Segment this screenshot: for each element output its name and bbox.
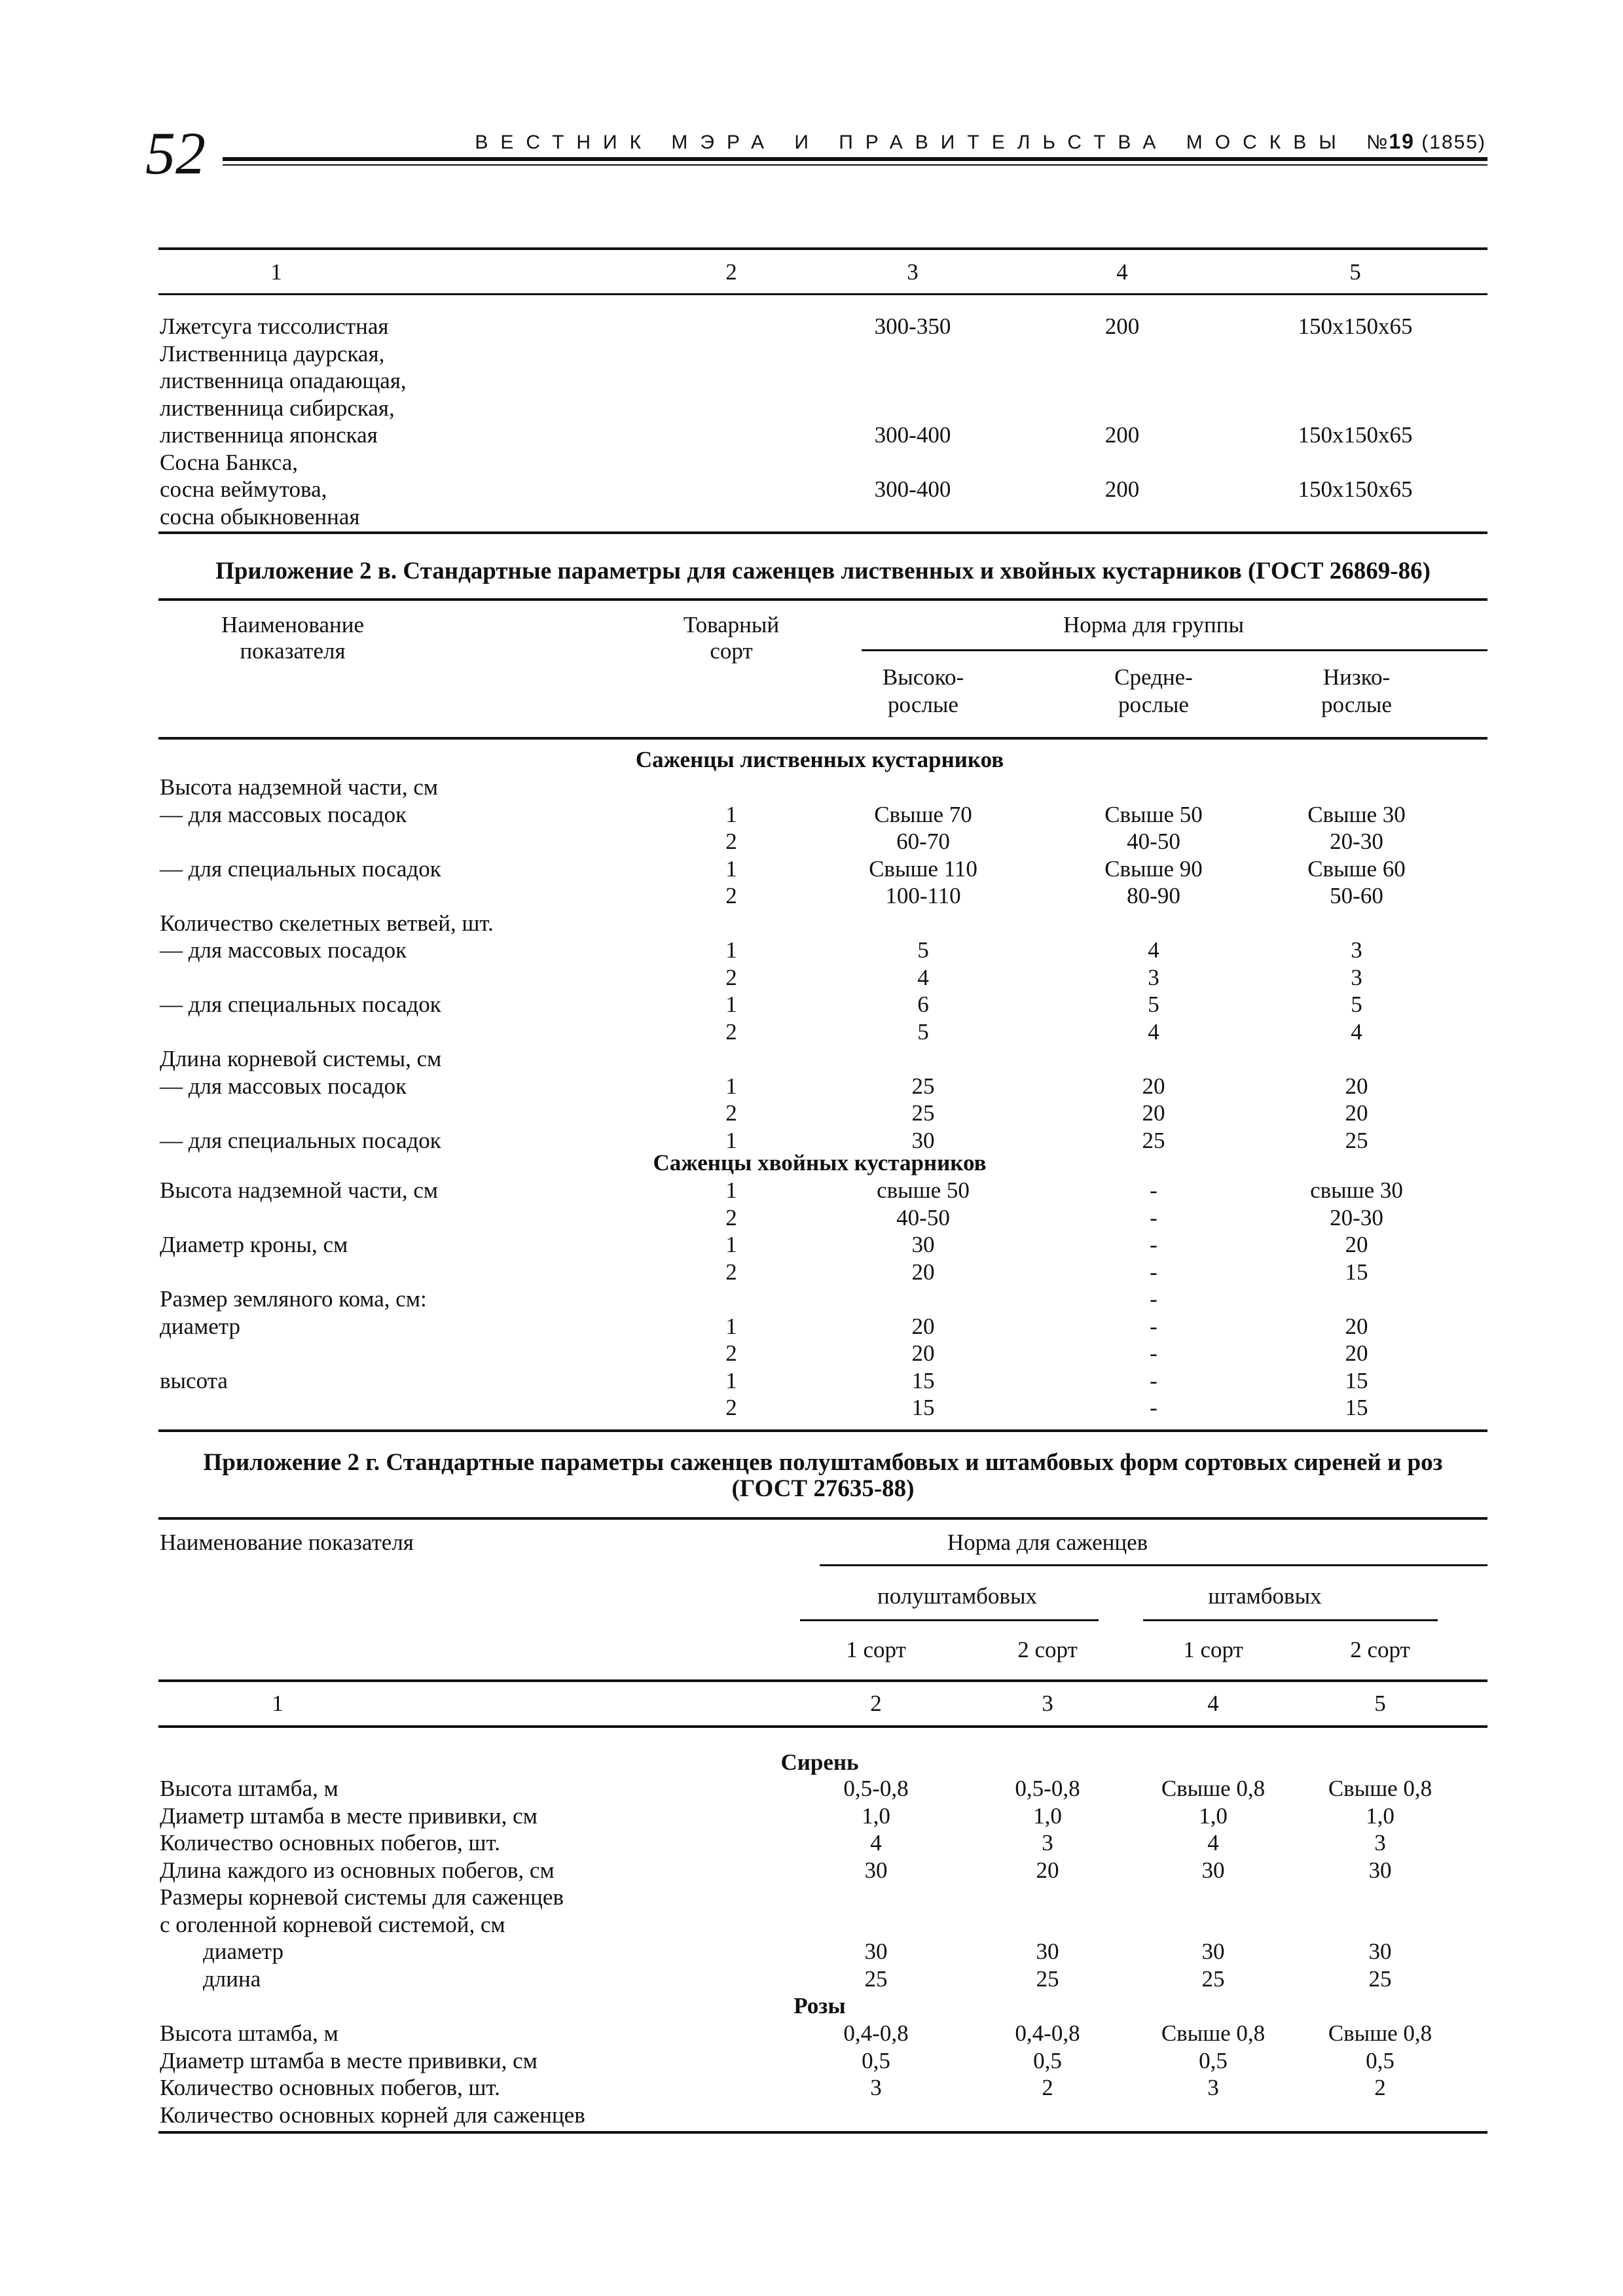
table1-row2-name-l2: лиственница опадающая, [160,368,407,393]
table2-row-grade: 2 [725,1019,737,1045]
table2-head-norm: Норма для группы [1063,612,1244,637]
table3-row-label: Высота штамба, м [160,2020,338,2046]
table3-row-value: 30 [864,1857,888,1883]
table2-row-low: 20 [1345,1232,1368,1257]
table2-section-conifer: Саженцы хвойных кустарников [653,1150,987,1175]
table2-row-low: 20 [1345,1100,1368,1126]
table2-row-grade: 1 [725,937,737,963]
table2-row-high: 25 [911,1100,935,1126]
table2-row-mid: 4 [1148,1019,1159,1045]
table3-row-value: 3 [1207,2075,1219,2100]
table2-row-low: 20-30 [1330,829,1383,854]
table2-row-mid: 80-90 [1127,883,1180,908]
table2-row-low: 20 [1345,1340,1368,1366]
table2-row-high: 4 [917,965,929,990]
table1-colnum-1: 1 [270,259,282,285]
table2-row-low: Свыше 60 [1307,856,1406,882]
table2-row-mid: 5 [1148,992,1159,1017]
table3-row-value: 30 [1201,1857,1225,1883]
table3-top-rule [158,1517,1487,1520]
table3-half-rule [800,1619,1099,1621]
table3-row-value: 3 [870,2075,882,2100]
table3-colnum-5: 5 [1374,1691,1386,1716]
table1-row2-name-l4: лиственница японская [160,422,378,448]
header-rule-thick [223,157,1487,161]
table3-row-value: Свыше 0,8 [1161,1776,1266,1801]
table2-row-mid: Свыше 90 [1104,856,1203,882]
table2-row-high: 30 [911,1128,935,1153]
table3-row-value: 3 [1374,1830,1386,1856]
table2-row-grade: 1 [725,1073,737,1099]
table3-colnum-1: 1 [272,1691,283,1716]
issue-label: №19 (1855) [1366,130,1486,153]
table2-row-label: Диаметр кроны, см [160,1232,348,1257]
table2-section-deciduous: Саженцы лиственных кустарников [635,747,1004,772]
table3-row-value: 3 [1042,1830,1053,1856]
table2-row-high: 100-110 [885,883,961,908]
table3-row-label: Количество основных корней для саженцев [160,2102,585,2128]
table3-row-label: Количество основных побегов, шт. [160,2075,500,2100]
table3-head-full: штамбовых [1208,1583,1322,1609]
table2-row-high: Свыше 70 [874,802,972,827]
table2-row-label: — для массовых посадок [160,802,407,827]
table2-row-mid: - [1150,1205,1158,1230]
table2-row-mid: Свыше 50 [1104,802,1203,827]
table3-row-value: 1,0 [1366,1803,1395,1829]
table3-row-label: Количество основных побегов, шт. [160,1830,500,1856]
table2-row-low: 4 [1351,1019,1362,1045]
table2-row-label: — для специальных посадок [160,1128,441,1153]
table2-row-mid: - [1150,1395,1158,1420]
table3-norm-rule [820,1564,1487,1566]
table2-row-mid: - [1150,1286,1158,1312]
table3-row-value: 25 [1036,1966,1059,1992]
table3-row-value: 0,5 [1033,2048,1062,2073]
table2-bottom-rule [158,1429,1487,1432]
table2-row-grade: 2 [725,883,737,908]
table1-bottom-rule [158,531,1487,534]
table3-row-value: 4 [1207,1830,1219,1856]
table3-row-value: 25 [864,1966,888,1992]
table3-head-g1b: 1 сорт [1183,1637,1243,1662]
table2-caption: Приложение 2 в. Стандартные параметры для саженцев лиственных и хвойных кустарников (ГОСТ 26869-86) [215,558,1431,584]
table1-row2-c5: 150x150x65 [1298,422,1413,448]
table3-head-g2a: 2 сорт [1017,1637,1078,1662]
table1-row2-c3: 300-400 [874,422,951,448]
table3-row-value: 4 [870,1830,882,1856]
table3-row-value: 1,0 [862,1803,890,1829]
table3-bottom-rule [158,2131,1487,2134]
issue-number: 19 [1389,130,1415,153]
table2-row-grade: 1 [725,802,737,827]
table3-row-value: 0,5-0,8 [843,1776,909,1801]
table2-row-grade: 2 [725,965,737,990]
table1-row3-name-l2: сосна веймутова, [160,476,327,502]
table2-row-high: 6 [917,992,929,1017]
table1-colnum-4: 4 [1116,259,1128,285]
table3-row-value: 0,5 [1366,2048,1395,2073]
running-header [432,130,1486,154]
table2-row-label: — для массовых посадок [160,937,407,963]
table3-head-g2b: 2 сорт [1350,1637,1410,1662]
table2-row-mid: - [1150,1177,1158,1203]
table3-colnum-2: 2 [870,1691,882,1716]
page-number: 52 [145,120,206,187]
table3-row-label: Длина каждого из основных побегов, см [160,1857,555,1883]
table1-row3-name-l3: сосна обыкновенная [160,504,360,529]
table2-row-label: диаметр [160,1314,240,1339]
table2-row-high: 20 [911,1340,935,1366]
table2-row-high: свыше 50 [877,1177,970,1203]
table2-head-mid-l1: Средне- [1114,664,1193,690]
table2-row-label: Количество скелетных ветвей, шт. [160,910,494,936]
table1-row2-name-l1: Лиственница даурская, [160,341,385,367]
table2-row-low: свыше 30 [1310,1177,1403,1203]
table2-head-low-l1: Низко- [1322,664,1391,690]
table2-row-mid: - [1150,1340,1158,1366]
table1-row3-c5: 150x150x65 [1298,476,1413,502]
table2-row-label: — для специальных посадок [160,992,441,1017]
table2-head-name-l1: Наименование [221,612,365,637]
table2-row-high: 20 [911,1314,935,1339]
table3-row-value: 0,5-0,8 [1015,1776,1080,1801]
table2-row-grade: 2 [725,1340,737,1366]
table2-row-high: 15 [911,1368,935,1393]
table2-row-mid: - [1150,1232,1158,1257]
table2-row-mid: - [1150,1259,1158,1285]
table2-row-grade: 1 [725,856,737,882]
header-rule-thin [223,164,1487,166]
table2-row-grade: 2 [725,1395,737,1420]
table2-row-low: 25 [1345,1128,1368,1153]
table2-row-high: 15 [911,1395,935,1420]
table3-colnum-4: 4 [1207,1691,1219,1716]
table2-row-grade: 1 [725,1177,737,1203]
table3-row-label: Размеры корневой системы для саженцев [160,1884,564,1910]
table2-head-high-l2: рослые [888,692,958,717]
table3-head-name: Наименование показателя [160,1530,414,1555]
table3-caption-l1: Приложение 2 г. Стандартные параметры саженцев полуштамбовых и штамбовых форм сортовых сиреней и роз [203,1449,1443,1476]
table3-row-label: Диаметр штамба в месте прививки, см [160,1803,538,1829]
table2-row-low: 5 [1351,992,1362,1017]
table2-head-grade-l2: сорт [710,638,753,664]
table3-row-value: 30 [1201,1939,1225,1964]
table2-norm-rule [862,649,1487,651]
table3-full-rule [1143,1619,1438,1621]
publication-title: ВЕСТНИК МЭРА И ПРАВИТЕЛЬСТВА МОСКВЫ [475,132,1349,153]
table1-top-rule [158,247,1487,250]
table2-row-high: Свыше 110 [869,856,977,882]
table2-row-mid: 4 [1148,937,1159,963]
table1-header-rule [158,293,1487,295]
table2-row-grade: 2 [725,1100,737,1126]
table2-row-mid: - [1150,1314,1158,1339]
table2-row-low: 20 [1345,1073,1368,1099]
table2-row-low: 15 [1345,1395,1368,1420]
table2-row-label: Длина корневой системы, см [160,1046,442,1071]
table2-header-rule [158,737,1487,740]
table2-row-grade: 2 [725,1259,737,1285]
table3-row-value: Свыше 0,8 [1328,1776,1432,1801]
table2-row-high: 60-70 [896,829,950,854]
table3-row-label: Высота штамба, м [160,1776,338,1801]
table1-row1-name: Лжетсуга тиссолистная [160,314,389,339]
table3-caption-l2: (ГОСТ 27635-88) [731,1475,915,1502]
table2-row-mid: 20 [1142,1100,1165,1126]
table1-colnum-5: 5 [1349,259,1361,285]
table3-row-value: 2 [1374,2075,1386,2100]
table1-row3-c4: 200 [1104,476,1140,502]
table2-row-label: Высота надземной части, см [160,774,439,800]
table2-row-label: Высота надземной части, см [160,1177,439,1203]
table3-head-half: полуштамбовых [877,1583,1037,1609]
table3-row-label: с оголенной корневой системой, см [160,1912,505,1937]
table3-row-value: 30 [1368,1939,1392,1964]
table1-row3-c3: 300-400 [874,476,951,502]
table2-row-high: 20 [911,1259,935,1285]
table2-row-low: Свыше 30 [1307,802,1406,827]
table2-row-grade: 1 [725,992,737,1017]
table2-row-high: 5 [917,1019,929,1045]
table2-row-label: — для специальных посадок [160,856,441,882]
table1-row1-c3: 300-350 [874,314,951,339]
table2-row-low: 15 [1345,1368,1368,1393]
table2-row-high: 25 [911,1073,935,1099]
table2-row-label: Размер земляного кома, см: [160,1286,427,1312]
table2-row-label: — для массовых посадок [160,1073,407,1099]
table2-head-mid-l2: рослые [1118,692,1189,717]
table3-row-label: Диаметр штамба в месте прививки, см [160,2048,538,2073]
table1-row2-c4: 200 [1104,422,1140,448]
table2-row-low: 50-60 [1330,883,1383,908]
table3-colnum-rule [158,1725,1487,1728]
table1-colnum-3: 3 [907,259,919,285]
table3-colnum-3: 3 [1042,1691,1053,1716]
table2-row-high: 40-50 [896,1205,950,1230]
table2-row-label: высота [160,1368,228,1393]
table3-row-value: 30 [1368,1857,1392,1883]
table2-row-grade: 2 [725,1205,737,1230]
table2-row-mid: 25 [1142,1128,1165,1153]
table1-colnum-2: 2 [725,259,737,285]
table2-row-low: 3 [1351,965,1362,990]
table3-section-roses: Розы [793,1993,846,2018]
table2-row-high: 30 [911,1232,935,1257]
table2-row-low: 20-30 [1330,1205,1383,1230]
table2-row-low: 3 [1351,937,1362,963]
table3-row-value: Свыше 0,8 [1161,2020,1266,2046]
table1-row1-c5: 150x150x65 [1298,314,1413,339]
table3-row-value: 1,0 [1199,1803,1228,1829]
table2-row-low: 15 [1345,1259,1368,1285]
table2-row-grade: 1 [725,1128,737,1153]
table2-top-rule [158,598,1487,601]
table3-row-value: 0,5 [1199,2048,1228,2073]
table2-row-mid: 3 [1148,965,1159,990]
table2-row-mid: 20 [1142,1073,1165,1099]
table2-row-high: 5 [917,937,929,963]
table3-header-rule [158,1679,1487,1682]
table3-row-value: 30 [1036,1939,1059,1964]
table2-row-grade: 1 [725,1368,737,1393]
table1-row2-name-l3: лиственница сибирская, [160,395,395,421]
table1-row1-c4: 200 [1104,314,1140,339]
table3-section-lilac: Сирень [780,1749,859,1775]
table2-head-low-l2: рослые [1321,692,1392,717]
table2-row-low: 20 [1345,1314,1368,1339]
table3-head-g1a: 1 сорт [846,1637,906,1662]
table2-row-grade: 1 [725,1314,737,1339]
table2-head-name-l2: показателя [240,638,346,664]
table3-row-value: 30 [864,1939,888,1964]
table3-head-norm: Норма для саженцев [947,1530,1148,1555]
table3-row-value: 1,0 [1033,1803,1062,1829]
table3-row-label: длина [203,1966,261,1992]
table2-head-high-l1: Высоко- [882,664,964,690]
table2-row-grade: 2 [725,829,737,854]
table2-row-mid: 40-50 [1127,829,1180,854]
table3-row-value: 25 [1201,1966,1225,1992]
table2-row-mid: - [1150,1368,1158,1393]
table3-row-value: 2 [1042,2075,1053,2100]
table2-row-grade: 1 [725,1232,737,1257]
table3-row-value: Свыше 0,8 [1328,2020,1432,2046]
table2-head-grade-l1: Товарный [683,612,780,637]
table3-row-label: диаметр [203,1939,283,1964]
table1-row3-name-l1: Сосна Банкса, [160,450,299,475]
table3-row-value: 20 [1036,1857,1059,1883]
table3-row-value: 0,4-0,8 [843,2020,909,2046]
table3-row-value: 25 [1368,1966,1392,1992]
table3-row-value: 0,4-0,8 [1015,2020,1080,2046]
table3-row-value: 0,5 [862,2048,890,2073]
